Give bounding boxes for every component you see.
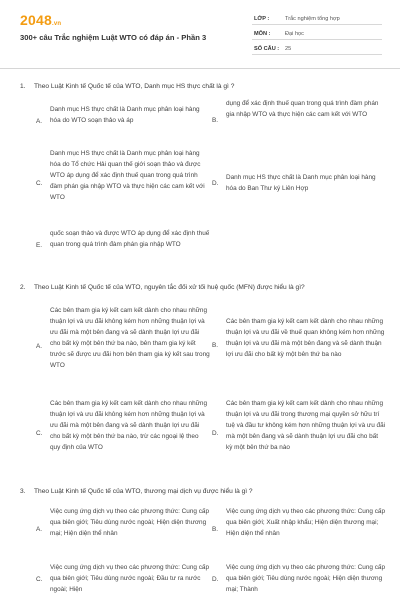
meta-label: MÔN : — [254, 31, 271, 37]
option-letter: B. — [212, 526, 219, 533]
option-letter: D. — [212, 430, 219, 437]
meta-row-subject — [252, 27, 382, 40]
option-text: Các bên tham gia ký kết cam kết dành cho nhau những thuận lợi và ưu đãi về thuế quan không kém hơn những thuận lợi và ưu đãi mà một bên đang và sẽ dành thuận lợi ưu đãi cho bất kỳ một bên thứ ba nào — [226, 318, 385, 358]
option-text: Các bên tham gia ký kết cam kết dành cho nhau những thuận lợi và ưu đãi không kém hơn những thuận lợi và ưu đãi mà một bên đang và sẽ dành thuận lợi ưu đãi cho bất kỳ một bên thứ ba nào, trừ các ngoại lệ theo quy định của WTO — [50, 400, 208, 451]
meta-label: LỚP : — [254, 16, 270, 22]
question-text: Theo Luật Kinh tế Quốc tế của WTO, nguyên tắc đối xử tối huệ quốc (MFN) được hiểu là gì? — [34, 284, 305, 291]
meta-value: Trắc nghiệm tổng hợp — [285, 16, 340, 22]
option-letter: A. — [36, 343, 43, 350]
meta-row-count — [252, 42, 382, 55]
option-text: Việc cung ứng dịch vụ theo các phương thức: Cung cấp qua biên giới; Tiêu dùng nước ngoài; Đầu tư ra nước ngoài; Hiện — [50, 564, 210, 593]
option-letter: E. — [36, 242, 43, 249]
option-text: Việc cung ứng dịch vụ theo các phương thức: Cung cấp qua biên giới; Xuất nhập khẩu; Hiện diện thương mại; Hiện diện thể nhân — [226, 508, 386, 537]
option-letter: C. — [36, 180, 43, 187]
page-header — [0, 0, 400, 66]
quiz-title: 300+ câu Trắc nghiệm Luật WTO có đáp án - Phần 3 — [20, 33, 207, 42]
option-letter: B. — [212, 117, 219, 124]
header-divider — [0, 68, 400, 69]
option-text: Các bên tham gia ký kết cam kết dành cho nhau những thuận lợi và ưu đãi không kém hơn những thuận lợi và ưu đãi mà một bên đang và sẽ dành thuận lợi ưu đãi cho bất kỳ một bên thứ ba nào, bên tham gia ký kết trước sẽ được ưu đãi hơn bên tham gia ký kết sau trong WTO — [50, 307, 210, 369]
option-letter: A. — [36, 118, 43, 125]
option-letter: A. — [36, 526, 43, 533]
option-letter: C. — [36, 430, 43, 437]
option-letter: D. — [212, 576, 219, 583]
question-number: 1. — [20, 83, 26, 90]
option-text: Danh mục HS thực chất là Danh mục phân loại hàng hóa do WTO soạn thảo và áp — [50, 106, 200, 124]
meta-row-class — [252, 12, 382, 25]
option-text: Danh mục HS thực chất là Danh mục phân loại hàng hóa do Ban Thư ký Liên Hợp — [226, 174, 376, 192]
option-text: dụng để xác định thuế quan trong quá trình đàm phán gia nhập WTO và thực hiện các cam kết với WTO — [226, 100, 379, 118]
option-letter: D. — [212, 180, 219, 187]
option-text: quốc soạn thảo và được WTO áp dụng để xác định thuế quan trong quá trình đàm phán gia nhập WTO — [50, 230, 210, 248]
option-text: Việc cung ứng dịch vụ theo các phương thức: Cung cấp qua biên giới; Tiêu dùng nước ngoài; Hiện diện thương mại; Hiện diện thể nhân — [50, 508, 210, 537]
option-letter: B. — [212, 342, 219, 349]
option-letter: C. — [36, 576, 43, 583]
option-text: Các bên tham gia ký kết cam kết dành cho nhau những thuận lợi và ưu đãi trong thương mại quyền sở hữu trí tuệ và đầu tư không kém hơn những thuận lợi và ưu đãi mà một bên đang và sẽ dành thuận lợi ưu đãi cho bất kỳ một bên thứ ba nào — [226, 400, 386, 451]
option-text: Danh mục HS thực chất là Danh mục phân loại hàng hóa do Tổ chức Hải quan thế giới soạn thảo và được WTO áp dụng để xác định thuế quan trong quá trình đàm phán gia nhập WTO và thực hiện các cam kết với WTO — [50, 150, 205, 201]
meta-label: SỐ CÂU : — [254, 46, 280, 52]
site-logo[interactable]: 2048.vn — [20, 12, 62, 28]
meta-value: Đại học — [285, 31, 304, 37]
question-text: Theo Luật Kinh tế Quốc tế của WTO, Danh mục HS thực chất là gì ? — [34, 83, 235, 90]
option-text: Việc cung ứng dịch vụ theo các phương thức: Cung cấp qua biên giới; Tiêu dùng nước ngoài; Hiện diện thương mại; Thành — [226, 564, 386, 593]
question-number: 3. — [20, 488, 26, 495]
question-text: Theo Luật Kinh tế Quốc tế của WTO, thương mại dịch vụ được hiểu là gì ? — [34, 488, 253, 495]
meta-value: 25 — [285, 46, 292, 52]
question-number: 2. — [20, 284, 26, 291]
